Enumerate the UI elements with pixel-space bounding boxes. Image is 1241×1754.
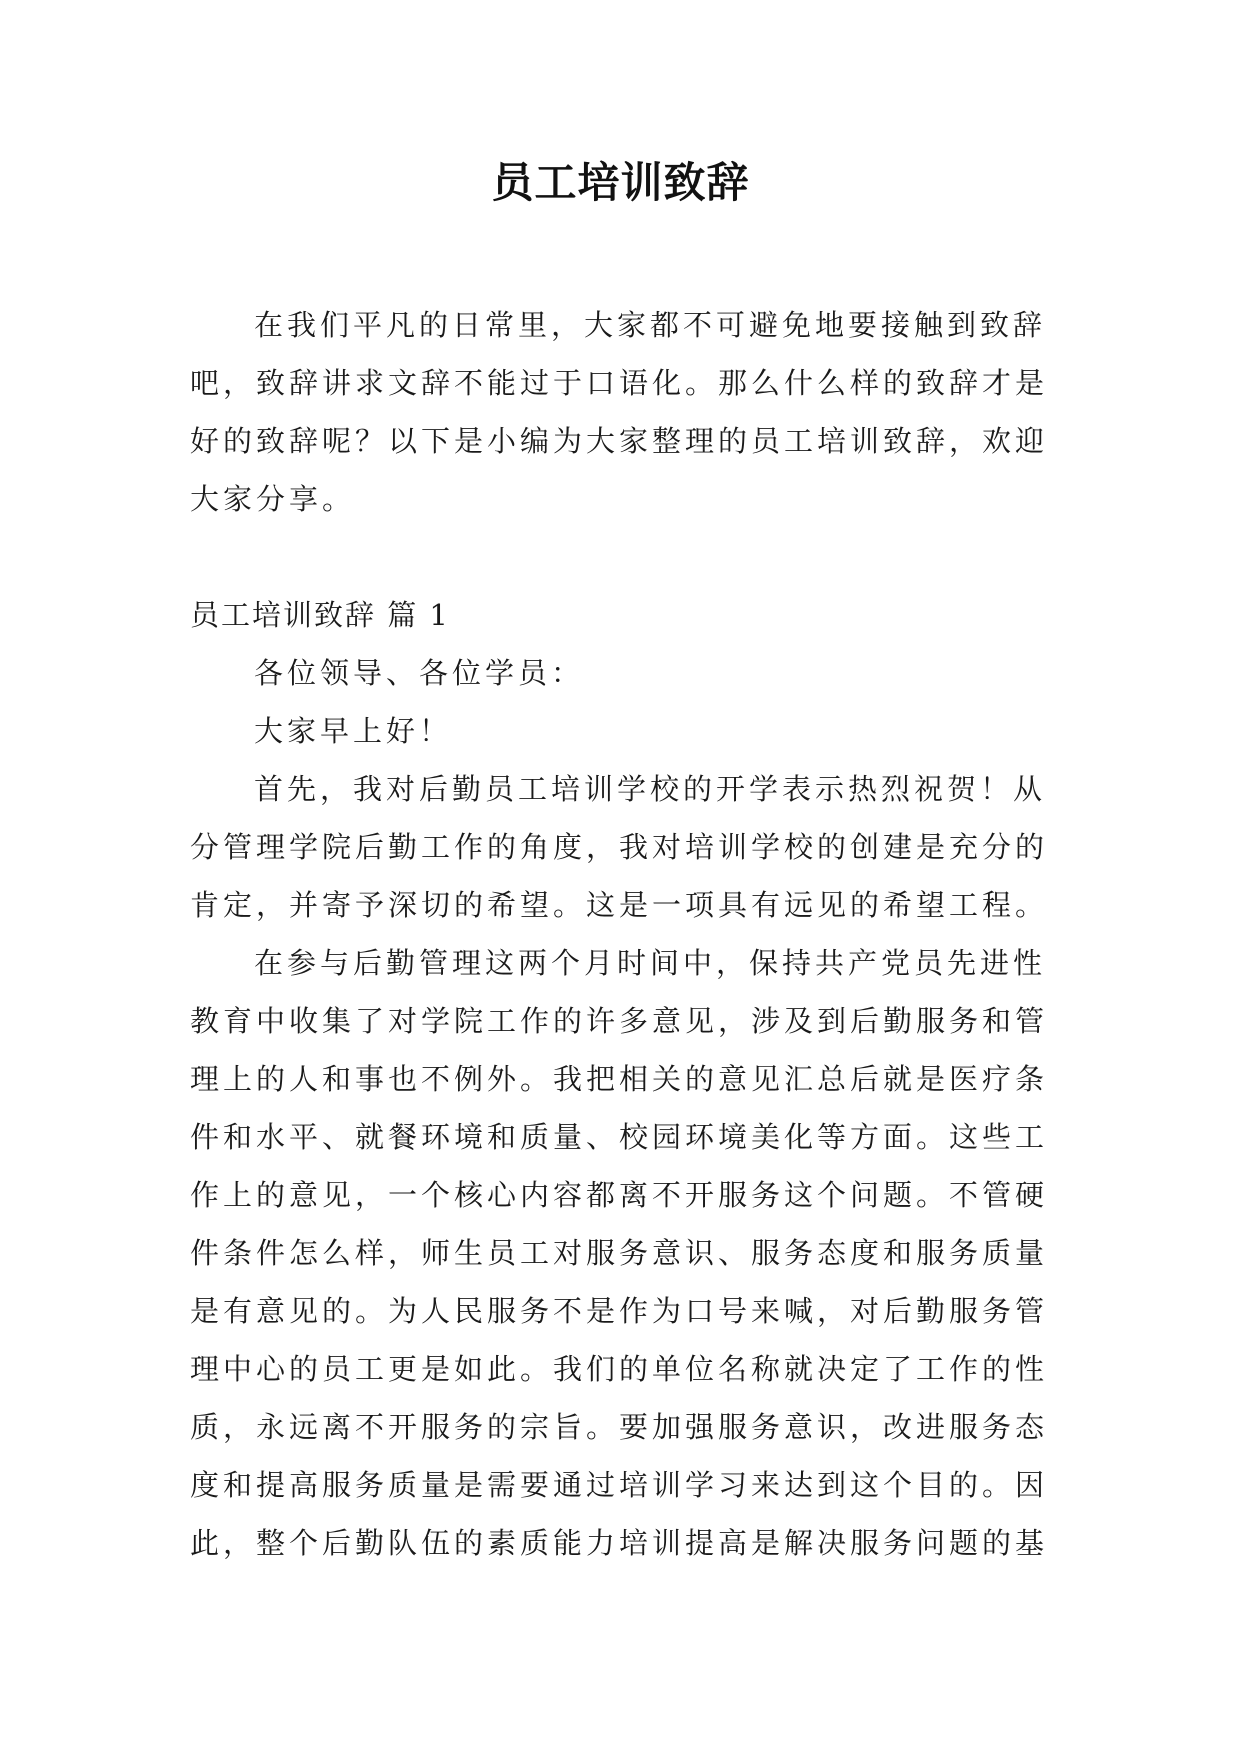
- document-title: 员工培训致辞: [491, 158, 750, 207]
- section-heading: 员工培训致辞 篇 1: [190, 598, 450, 632]
- body-paragraph: 在参与后勤管理这两个月时间中，保持共产党员先进性教育中收集了对学院工作的许多意见，涉及到后勤服务和管理上的人和事也不例外。我把相关的意见汇总后就是医疗条件和水平、就餐环境和质量、校园环境美化等方面。这些工作上的意见，一个核心内容都离不开服务这个问题。不管硬件条件怎么样，师生员工对服务意识、服务态度和服务质量是有意见的。为人民服务不是作为口号来喊，对后勤服务管理中心的员工更是如此。我们的单位名称就决定了工作的性质，永远离不开服务的宗旨。要加强服务意识，改进服务态度和提高服务质量是需要通过培训学习来达到这个目的。因此，整个后勤队伍的素质能力培训提高是解决服务问题的基: [190, 946, 1049, 1560]
- document-body: [190, 296, 1054, 1572]
- greeting: 大家早上好！: [254, 714, 453, 748]
- body-paragraph: 首先，我对后勤员工培训学校的开学表示热烈祝贺！从分管理学院后勤工作的角度，我对培训学校的创建是充分的肯定，并寄予深切的希望。这是一项具有远见的希望工程。: [190, 772, 1049, 922]
- salutation: 各位领导、各位学员：: [254, 656, 585, 690]
- intro-paragraph: 在我们平凡的日常里，大家都不可避免地要接触到致辞吧，致辞讲求文辞不能过于口语化。那么什么样的致辞才是好的致辞呢？以下是小编为大家整理的员工培训致辞，欢迎大家分享。: [190, 308, 1049, 516]
